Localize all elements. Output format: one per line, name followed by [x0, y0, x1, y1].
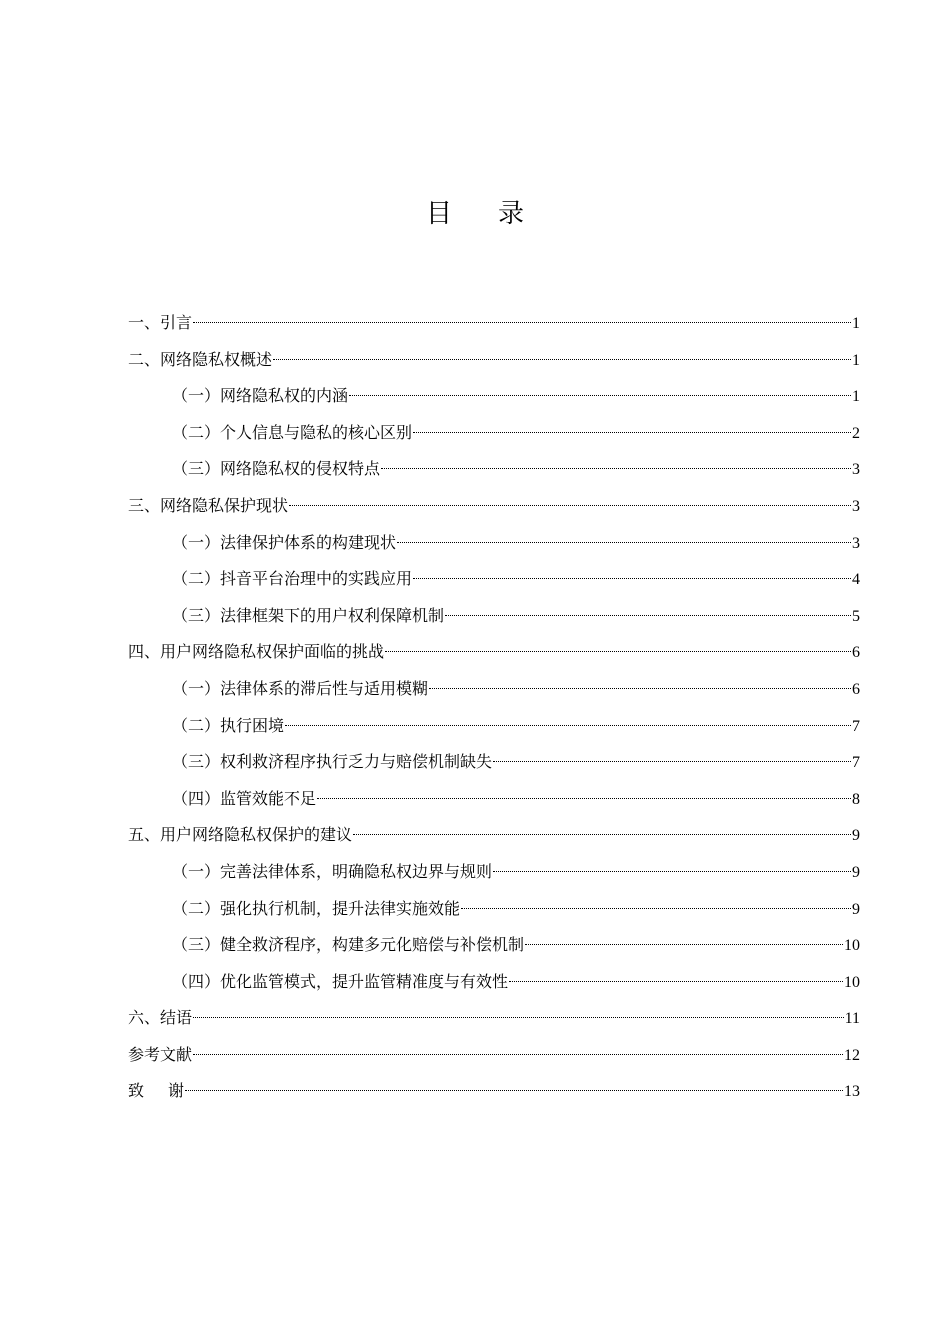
toc-entry-chapter-2[interactable] [128, 342, 860, 379]
dot-leader [289, 505, 851, 506]
toc-page-number: 12 [844, 1046, 860, 1064]
toc-entry-section-4-3[interactable] [128, 744, 860, 781]
toc-page-number: 2 [852, 424, 860, 442]
toc-page-number: 3 [852, 461, 860, 479]
ack-char-1: 致 [128, 1081, 145, 1101]
dot-leader [349, 395, 851, 396]
toc-page-number: 5 [852, 607, 860, 625]
toc-entry-label: （三）健全救济程序，构建多元化赔偿与补偿机制 [172, 935, 525, 955]
toc-page-number: 1 [852, 388, 860, 406]
toc-entry-label: 一、引言 [128, 313, 193, 332]
dot-leader [413, 578, 851, 579]
toc-entry-section-4-2[interactable] [128, 708, 860, 745]
toc-list [128, 305, 860, 1110]
toc-entry-label: （二）执行困境 [172, 715, 285, 735]
toc-entry-chapter-5[interactable] [128, 817, 860, 854]
toc-entry-label: 参考文献 [128, 1044, 193, 1064]
dot-leader [385, 651, 851, 652]
toc-page-number: 10 [844, 937, 860, 955]
toc-entry-label: （二）个人信息与隐私的核心区别 [172, 422, 413, 442]
toc-page-number: 4 [852, 571, 860, 589]
toc-entry-section-4-1[interactable] [128, 671, 860, 708]
dot-leader [461, 908, 851, 909]
toc-entry-label: （一）网络隐私权的内涵 [172, 386, 349, 406]
toc-page-number: 8 [852, 790, 860, 808]
dot-leader [493, 761, 851, 762]
toc-entry-label: （二）抖音平台治理中的实践应用 [172, 569, 413, 589]
toc-page-number: 1 [852, 351, 860, 369]
toc-entry-label: （四）优化监管模式，提升监管精准度与有效性 [172, 971, 509, 991]
toc-entry-section-5-1[interactable] [128, 854, 860, 891]
toc-entry-section-2-1[interactable] [128, 378, 860, 415]
toc-page-number: 7 [852, 754, 860, 772]
toc-title-char-1: 目 [425, 199, 452, 229]
toc-page-number: 10 [844, 973, 860, 991]
dot-leader [509, 981, 843, 982]
dot-leader [429, 688, 851, 689]
toc-page-number: 7 [852, 717, 860, 735]
dot-leader [353, 834, 851, 835]
dot-leader [185, 1090, 843, 1091]
toc-entry-section-5-2[interactable] [128, 891, 860, 928]
dot-leader [285, 725, 851, 726]
toc-entry-section-2-2[interactable] [128, 415, 860, 452]
toc-entry-label: （三）网络隐私权的侵权特点 [172, 459, 381, 479]
toc-title-char-2: 录 [498, 199, 525, 229]
toc-entry-label: 六、结语 [128, 1008, 193, 1028]
toc-entry-label: （一）完善法律体系，明确隐私权边界与规则 [172, 861, 493, 881]
toc-entry-section-4-4[interactable] [128, 781, 860, 818]
dot-leader [193, 1017, 844, 1018]
dot-leader [525, 944, 843, 945]
toc-entry-section-3-3[interactable] [128, 598, 860, 635]
toc-page-number: 6 [852, 644, 860, 662]
toc-page-number: 3 [852, 534, 860, 552]
toc-entry-label: （三）权利救济程序执行乏力与赔偿机制缺失 [172, 752, 493, 772]
dot-leader [317, 798, 851, 799]
ack-char-2: 谢 [168, 1081, 185, 1101]
toc-page-number: 3 [852, 497, 860, 515]
toc-entry-chapter-4[interactable] [128, 634, 860, 671]
toc-page-number: 9 [852, 827, 860, 845]
toc-entry-label: 五、用户网络隐私权保护的建议 [128, 825, 353, 845]
toc-entry-introduction[interactable] [128, 305, 860, 342]
toc-title [0, 193, 950, 230]
toc-entry-chapter-3[interactable] [128, 488, 860, 525]
toc-entry-label: （四）监管效能不足 [172, 788, 317, 808]
toc-page-number: 9 [852, 863, 860, 881]
dot-leader [445, 615, 851, 616]
toc-entry-section-3-1[interactable] [128, 525, 860, 562]
toc-page-number: 11 [844, 1010, 860, 1028]
toc-entry-section-5-4[interactable] [128, 964, 860, 1001]
toc-entry-label: 四、用户网络隐私权保护面临的挑战 [128, 642, 385, 662]
dot-leader [493, 871, 851, 872]
toc-page-number: 9 [852, 900, 860, 918]
toc-entry-label [128, 1073, 184, 1110]
toc-page-number: 1 [852, 315, 860, 332]
toc-page-number: 6 [852, 680, 860, 698]
toc-page-number: 13 [844, 1083, 860, 1101]
dot-leader [381, 468, 851, 469]
dot-leader [193, 1054, 843, 1055]
toc-entry-references[interactable] [128, 1037, 860, 1074]
toc-entry-label: 三、网络隐私保护现状 [128, 495, 289, 515]
toc-entry-section-2-3[interactable] [128, 451, 860, 488]
dot-leader [413, 432, 851, 433]
toc-entry-label: （一）法律保护体系的构建现状 [172, 532, 397, 552]
toc-entry-section-5-3[interactable] [128, 927, 860, 964]
toc-entry-label: （三）法律框架下的用户权利保障机制 [172, 605, 445, 625]
dot-leader [273, 359, 851, 360]
toc-entry-acknowledgements[interactable] [128, 1073, 860, 1110]
toc-entry-conclusion[interactable] [128, 1000, 860, 1037]
dot-leader [193, 322, 851, 323]
toc-entry-label: （二）强化执行机制，提升法律实施效能 [172, 898, 461, 918]
toc-entry-section-3-2[interactable] [128, 561, 860, 598]
toc-entry-label: （一）法律体系的滞后性与适用模糊 [172, 678, 429, 698]
toc-entry-label: 二、网络隐私权概述 [128, 349, 273, 369]
dot-leader [397, 542, 851, 543]
